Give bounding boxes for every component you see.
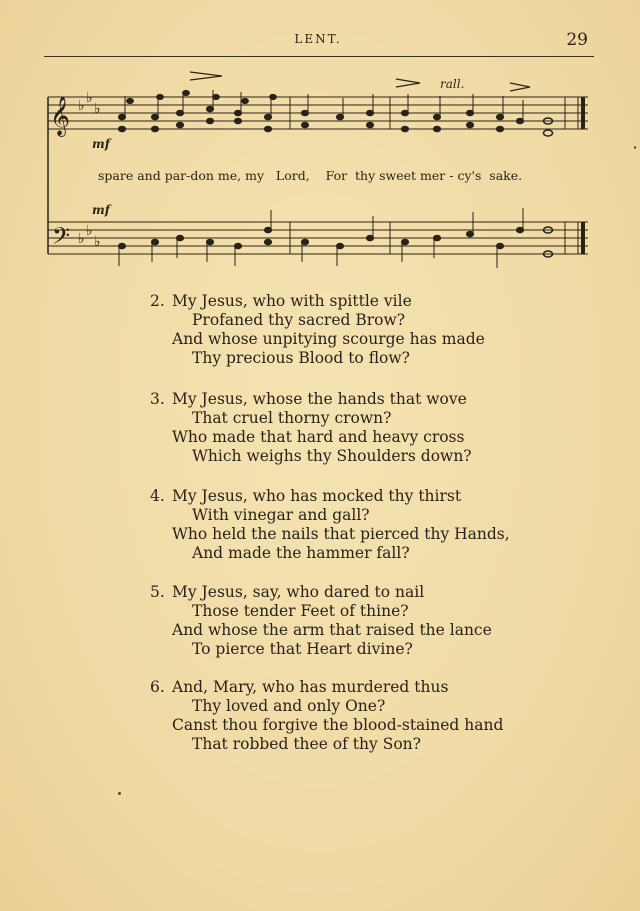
verse-line: And whose unpitying scourge has made xyxy=(172,330,485,348)
svg-text:rall.: rall. xyxy=(440,77,465,91)
verse-line: My Jesus, say, who dared to nail xyxy=(172,583,425,601)
svg-text:♭: ♭ xyxy=(86,90,93,106)
svg-text:♭: ♭ xyxy=(94,101,101,117)
verse-line: Thy loved and only One? xyxy=(192,697,386,715)
verse-line: Those tender Feet of thine? xyxy=(192,602,409,620)
verse-line: Profaned thy sacred Brow? xyxy=(192,311,406,329)
verse-line: And whose the arm that raised the lance xyxy=(172,621,492,639)
verse-6 xyxy=(150,678,570,754)
verse-line: With vinegar and gall? xyxy=(192,506,370,524)
verse-line: That cruel thorny crown? xyxy=(192,409,392,427)
dynamics xyxy=(92,77,464,217)
verse-number: 3. xyxy=(150,390,165,408)
accents xyxy=(190,72,530,91)
music-score xyxy=(0,0,640,290)
verse-line: And, Mary, who has murdered thus xyxy=(172,678,449,696)
verse-line: That robbed thee of thy Son? xyxy=(192,735,421,753)
verse-2 xyxy=(150,292,570,368)
svg-text:mf: mf xyxy=(92,203,110,217)
bass-clef-icon: 𝄢 xyxy=(52,222,71,255)
svg-text:mf: mf xyxy=(92,137,110,151)
page-number: 29 xyxy=(566,30,588,50)
verse-line: Which weighs thy Shoulders down? xyxy=(192,447,472,465)
paper-speck xyxy=(634,146,636,149)
verse-4 xyxy=(150,487,570,563)
verse-line: Canst thou forgive the blood-stained hand xyxy=(172,716,504,734)
lower-staff xyxy=(48,222,588,254)
verse-number: 4. xyxy=(150,487,165,505)
verse-number: 5. xyxy=(150,583,165,601)
verse-line: Who made that hard and heavy cross xyxy=(172,428,465,446)
svg-text:♭: ♭ xyxy=(78,231,85,247)
svg-text:♭: ♭ xyxy=(94,234,101,250)
verse-number: 6. xyxy=(150,678,165,696)
verse-5 xyxy=(150,583,570,659)
svg-text:♭: ♭ xyxy=(78,98,85,114)
verse-line: My Jesus, who has mocked thy thirst xyxy=(172,487,462,505)
verse-number: 2. xyxy=(150,292,165,310)
treble-clef-icon: 𝄞 xyxy=(50,96,71,136)
svg-text:♭: ♭ xyxy=(86,223,93,239)
verse-line: And made the hammer fall? xyxy=(192,544,410,562)
page-title: LENT. xyxy=(294,32,342,46)
lyric-line: spare and par-don me, my Lord, For thy sweet mer - cy's sake. xyxy=(98,168,523,183)
verse-line: My Jesus, who with spittle vile xyxy=(172,292,412,310)
verse-line: My Jesus, whose the hands that wove xyxy=(172,390,467,408)
verse-3 xyxy=(150,390,570,466)
paper-speck xyxy=(118,792,121,795)
verse-line: Thy precious Blood to flow? xyxy=(192,349,410,367)
verse-line: To pierce that Heart divine? xyxy=(192,640,413,658)
verse-line: Who held the nails that pierced thy Hands, xyxy=(172,525,510,543)
